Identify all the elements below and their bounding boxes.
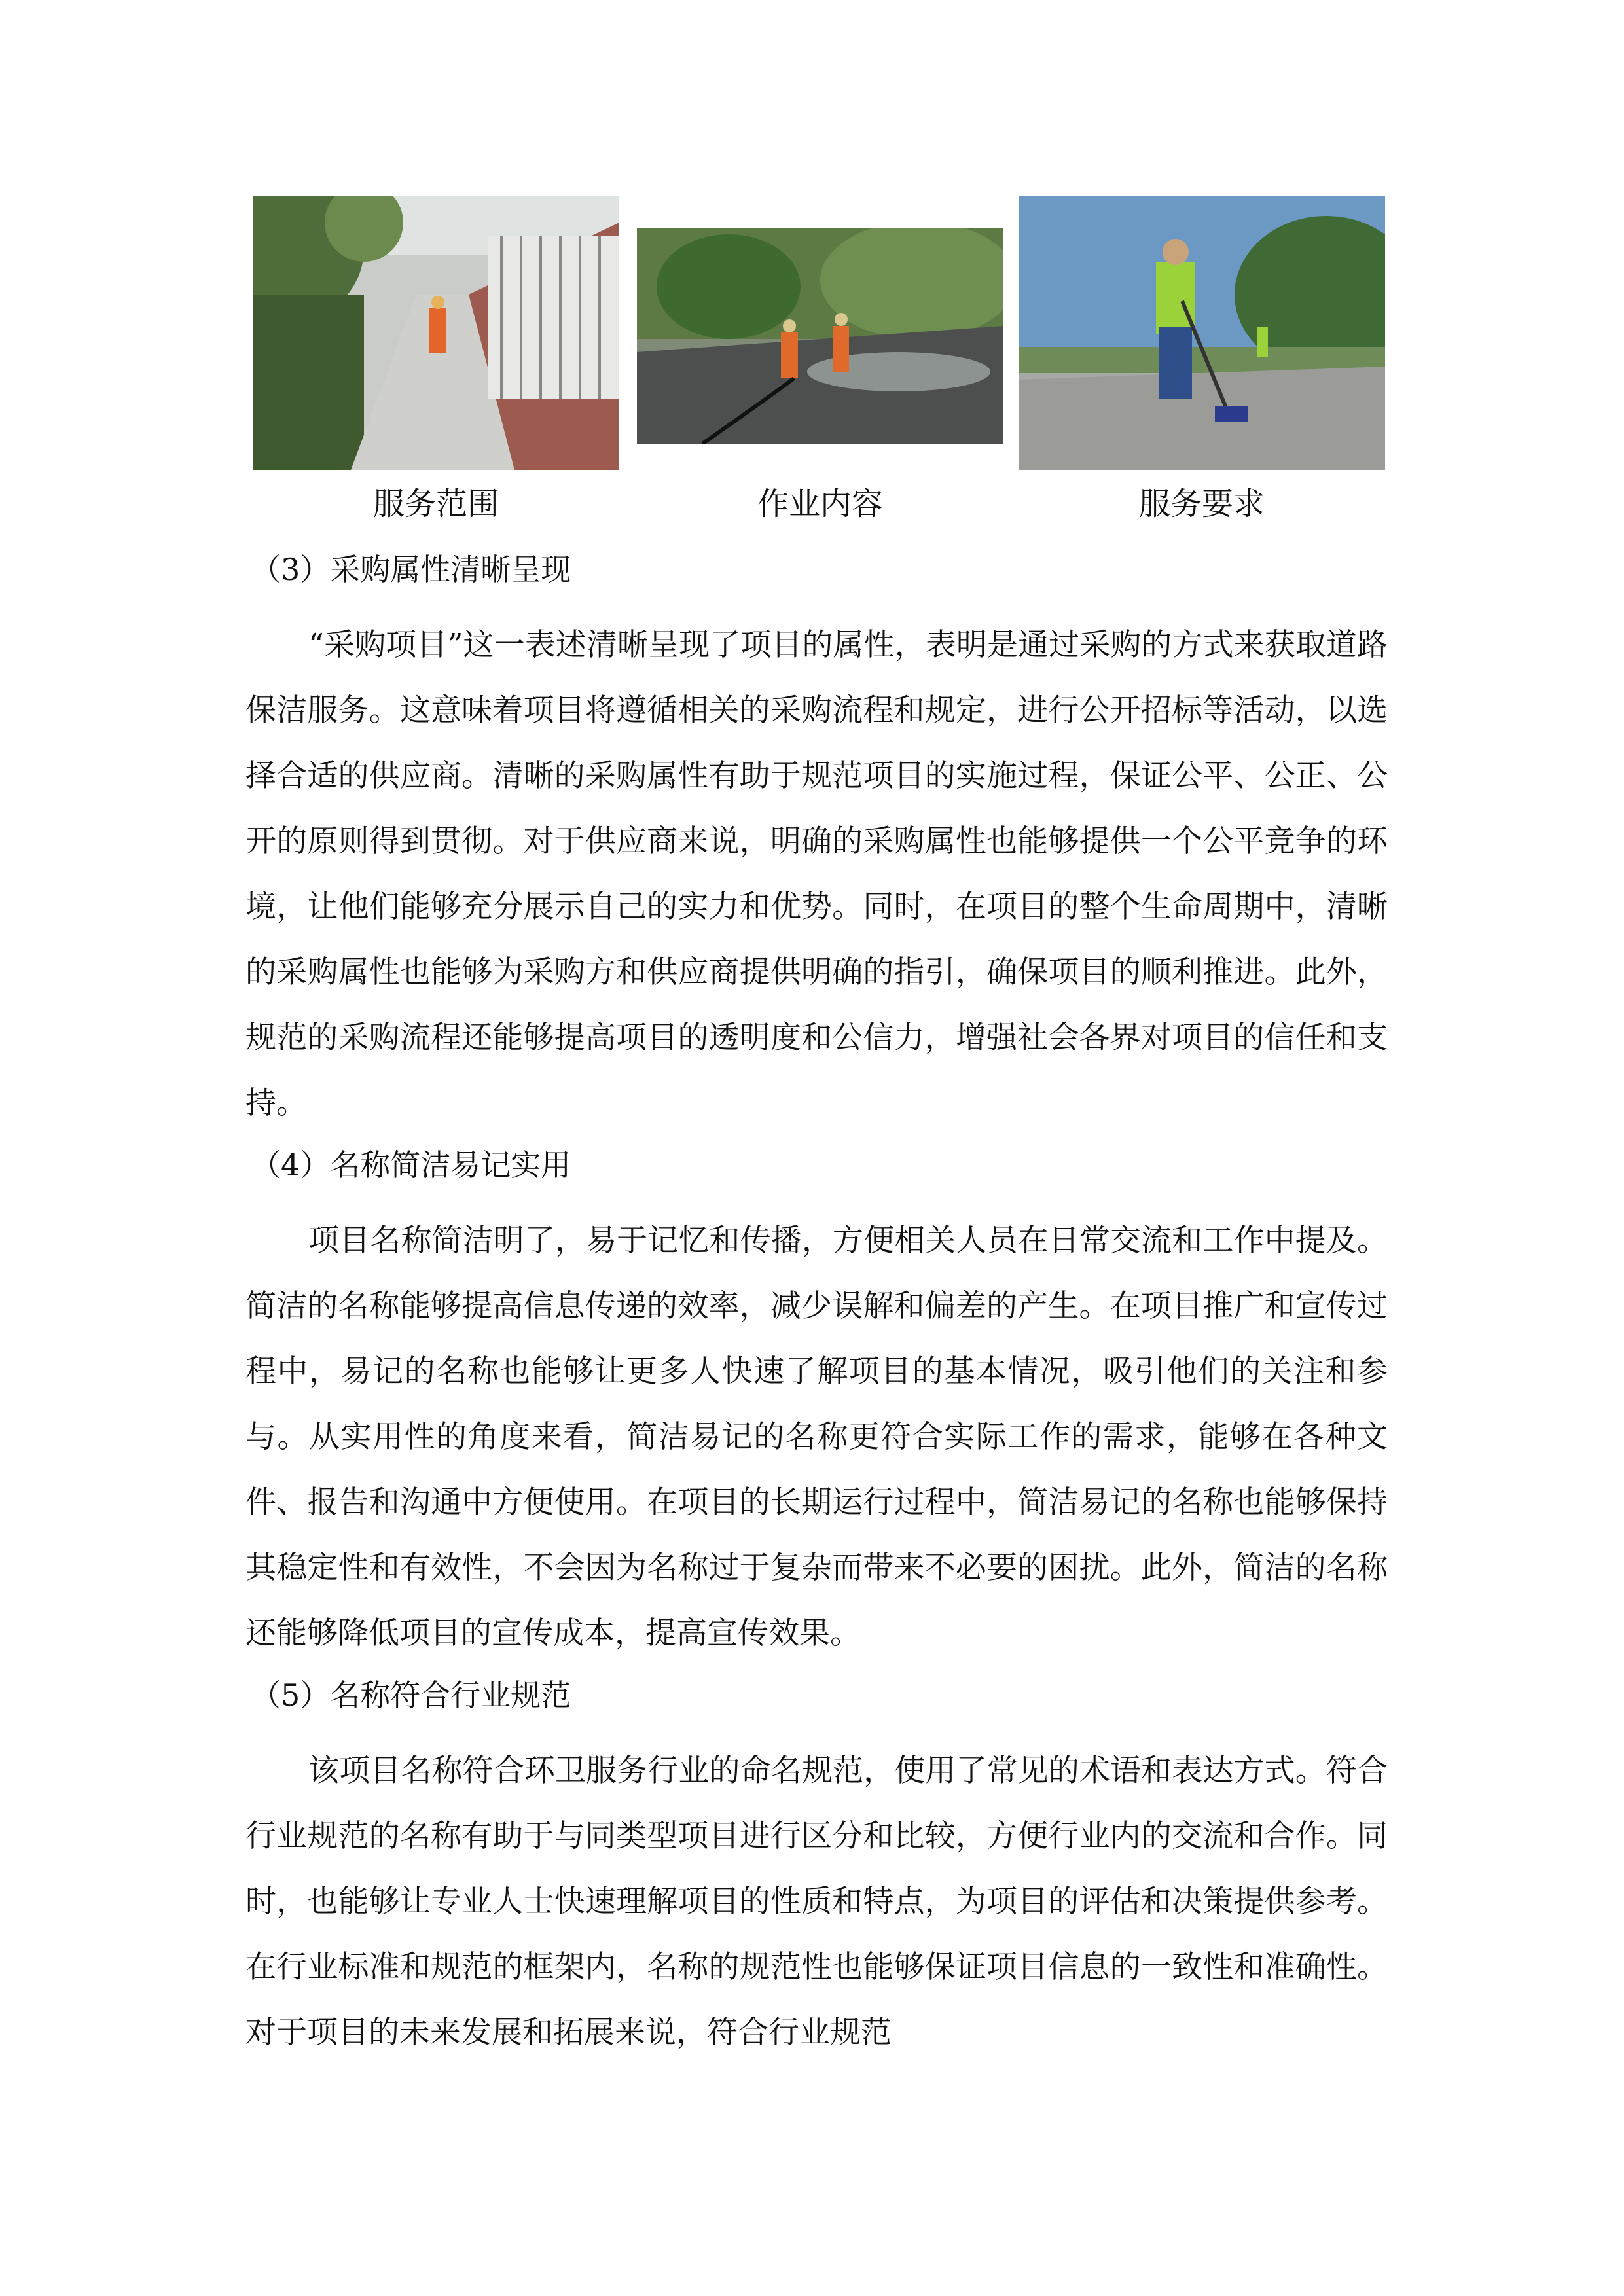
section-4 [245, 1145, 1388, 1666]
figure-caption-3: 服务要求 [1138, 486, 1265, 522]
section-heading: （4）名称简洁易记实用 [251, 1147, 571, 1183]
sidewalk-cleaning-photo [253, 196, 619, 470]
figure-caption-2: 作业内容 [757, 486, 883, 522]
section-paragraph: 该项目名称符合环卫服务行业的命名规范，使用了常见的术语和表达方式。符合行业规范的名称有助于与同类型项目进行区分和比较，方便行业内的交流和合作。同时，也能够让专业人士快速理解项目的性质和特点，为项目的评估和决策提供参考。在行业标准和规范的框架内，名称的规范性也能够保证项目信息的一致性和准确性。对于项目的未来发展和拓展来说，符合行业规范 [245, 1753, 1388, 2051]
section-heading: （5）名称符合行业规范 [251, 1677, 571, 1713]
section-5 [245, 1676, 1388, 2066]
road-washing-photo [637, 228, 1003, 444]
section-3 [245, 550, 1388, 1136]
section-paragraph: “采购项目”这一表述清晰呈现了项目的属性，表明是通过采购的方式来获取道路保洁服务。这意味着项目将遵循相关的采购流程和规定，进行公开招标等活动，以选择合适的供应商。清晰的采购属性有助于规范项目的实施过程，保证公平、公正、公开的原则得到贯彻。对于供应商来说，明确的采购属性也能够提供一个公平竞争的环境，让他们能够充分展示自己的实力和优势。同时，在项目的整个生命周期中，清晰的采购属性也能够为采购方和供应商提供明确的指引，确保项目的顺利推进。此外，规范的采购流程还能够提高项目的透明度和公信力，增强社会各界对项目的信任和支持。 [245, 627, 1388, 1121]
document-body [245, 550, 1388, 2072]
section-heading: （3）采购属性清晰呈现 [251, 552, 571, 587]
figure-caption-1: 服务范围 [372, 486, 499, 522]
street-sweeping-photo [1019, 196, 1385, 470]
section-paragraph: 项目名称简洁明了，易于记忆和传播，方便相关人员在日常交流和工作中提及。简洁的名称能够提高信息传递的效率，减少误解和偏差的产生。在项目推广和宣传过程中，易记的名称也能够让更多人快速了解项目的基本情况，吸引他们的关注和参与。从实用性的角度来看，简洁易记的名称更符合实际工作的需求，能够在各种文件、报告和沟通中方便使用。在项目的长期运行过程中，简洁易记的名称也能够保持其稳定性和有效性，不会因为名称过于复杂而带来不必要的困扰。此外，简洁的名称还能够降低项目的宣传成本，提高宣传效果。 [245, 1223, 1388, 1651]
